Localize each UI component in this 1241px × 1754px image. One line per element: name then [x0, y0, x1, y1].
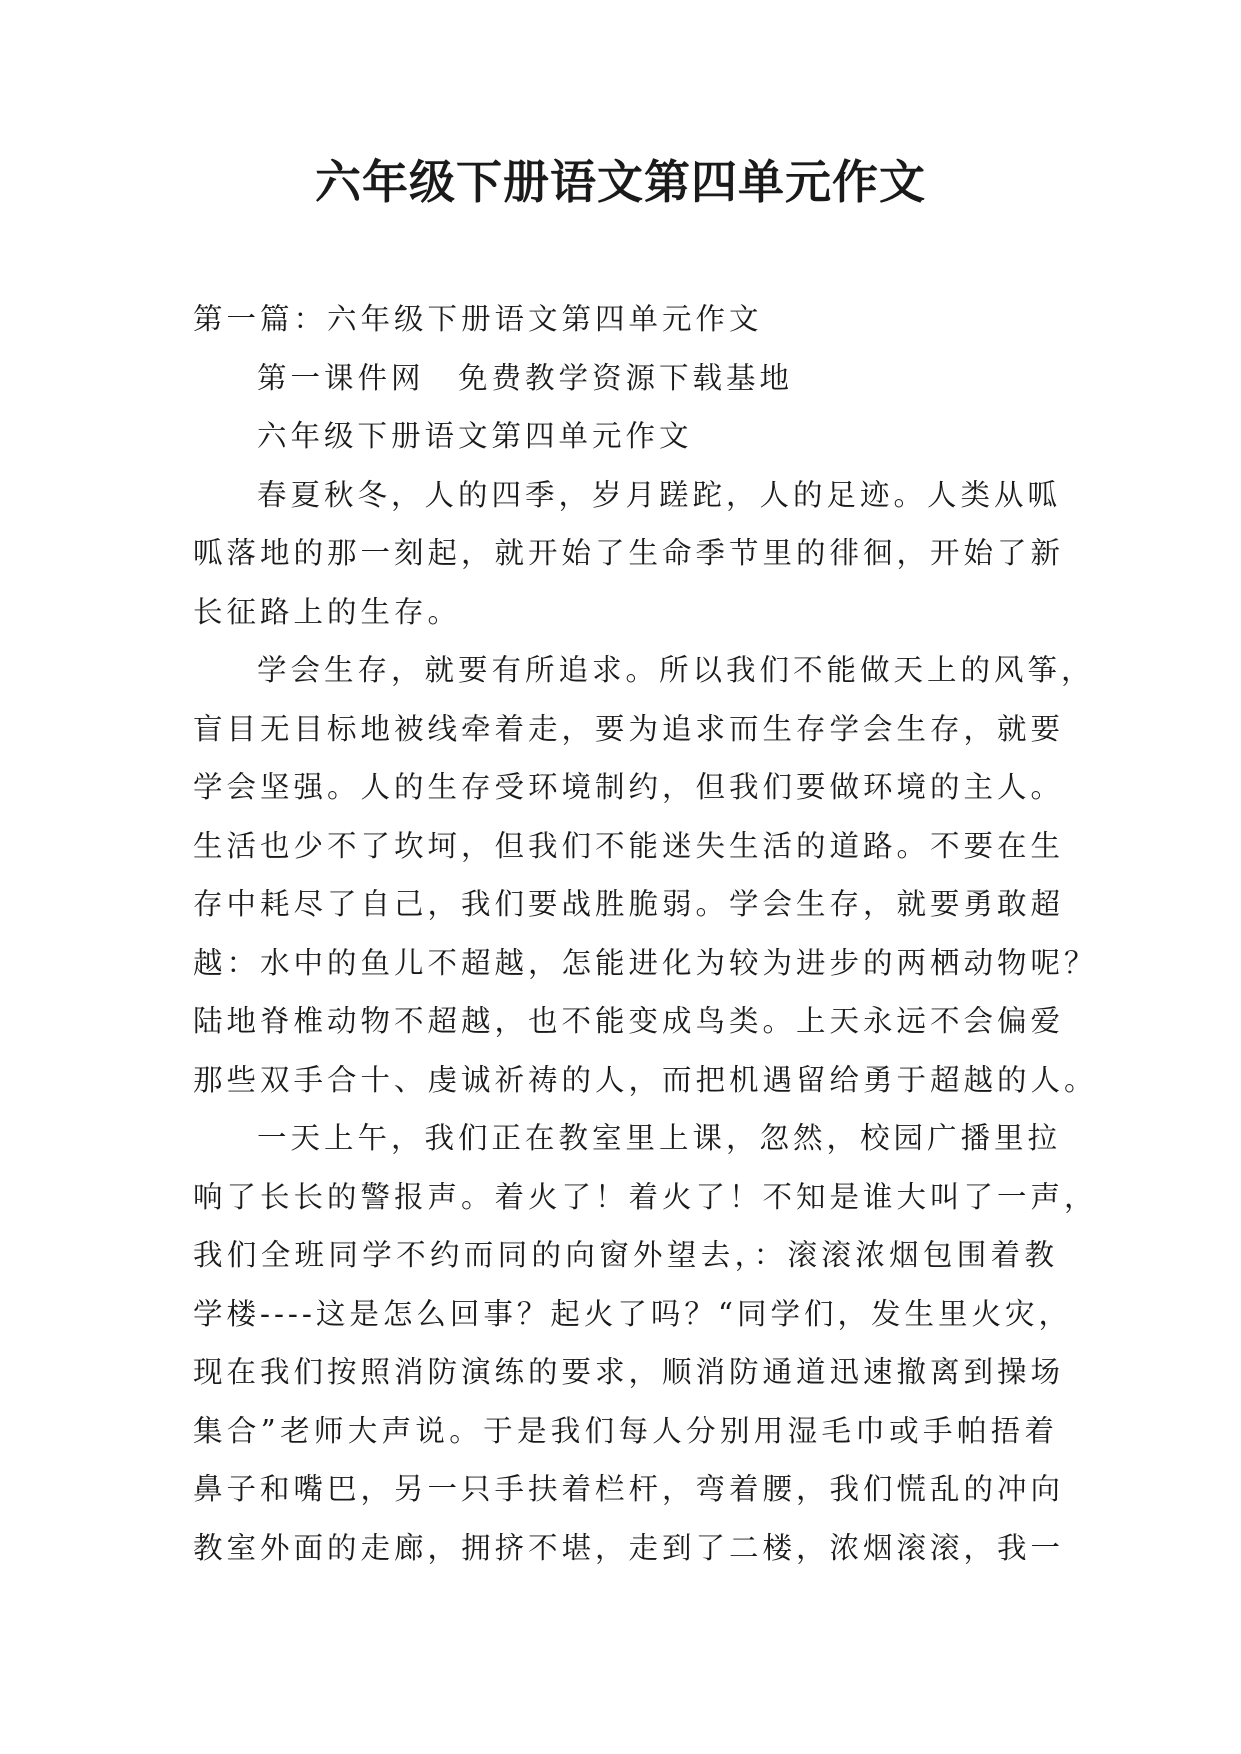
text-line: 第一篇：六年级下册语文第四单元作文: [193, 302, 763, 336]
text-line: 越：水中的鱼儿不超越，怎能进化为较为进步的两栖动物呢？: [193, 945, 1098, 980]
document-body: [193, 290, 1098, 1577]
text-line: 集合”老师大声说。于是我们每人分别用湿毛巾或手帕捂着: [193, 1413, 1058, 1448]
text-line: 学会生存，就要有所追求。所以我们不能做天上的风筝，: [257, 653, 1095, 687]
text-line: 六年级下册语文第四单元作文: [257, 419, 693, 453]
text-line: 呱落地的那一刻起，就开始了生命季节里的徘徊，开始了新: [193, 536, 1065, 570]
text-line: 学楼----这是怎么回事？起火了吗？“同学们，发生里火灾，: [193, 1296, 1072, 1331]
text-line: 学会坚强。人的生存受环境制约，但我们要做环境的主人。: [193, 770, 1065, 804]
text-line: 现在我们按照消防演练的要求，顺消防通道迅速撤离到操场: [193, 1355, 1065, 1389]
text-line: 鼻子和嘴巴，另一只手扶着栏杆，弯着腰，我们慌乱的冲向: [193, 1472, 1065, 1506]
text-line: 一天上午，我们正在教室里上课，忽然，校园广播里拉: [257, 1121, 1062, 1155]
text-line: 长征路上的生存。: [193, 594, 462, 629]
text-line: 教室外面的走廊，拥挤不堪，走到了二楼，浓烟滚滚，我一: [193, 1530, 1065, 1565]
text-line: 生活也少不了坎坷，但我们不能迷失生活的道路。不要在生: [193, 828, 1065, 863]
text-line: 盲目无目标地被线牵着走，要为追求而生存学会生存，就要: [193, 711, 1065, 746]
text-line: 陆地脊椎动物不超越，也不能变成鸟类。上天永远不会偏爱: [193, 1004, 1065, 1038]
document-title: 六年级下册语文第四单元作文: [315, 155, 926, 209]
text-line: 第一课件网 免费教学资源下载基地: [257, 360, 794, 395]
text-line: 存中耗尽了自己，我们要战胜脆弱。学会生存，就要勇敢超: [193, 887, 1065, 921]
text-line: 我们全班同学不约而同的向窗外望去，：滚滚浓烟包围着教: [193, 1238, 1058, 1272]
text-line: 响了长长的警报声。着火了！着火了！不知是谁大叫了一声，: [193, 1179, 1098, 1214]
text-line: 春夏秋冬，人的四季，岁月蹉跎，人的足迹。人类从呱: [257, 477, 1062, 512]
text-line: 那些双手合十、虔诚祈祷的人，而把机遇留给勇于超越的人。: [193, 1062, 1098, 1097]
